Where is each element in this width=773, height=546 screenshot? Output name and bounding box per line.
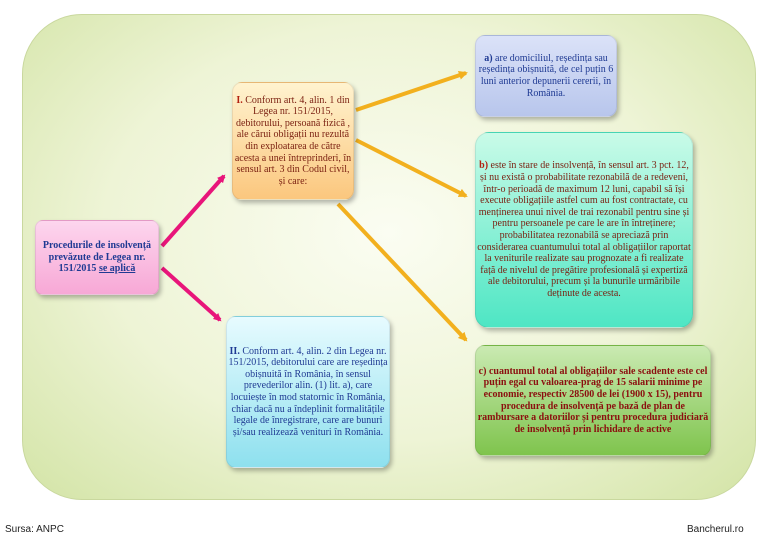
criterion-box-c bbox=[475, 345, 711, 456]
arrow-left-to-ii bbox=[162, 268, 220, 320]
criterion-a-text: are domiciliul, reședința sau reședința obișnuită, de cel puțin 6 luni anterior depunerii cererii, în România. bbox=[478, 52, 614, 99]
arrow-left-to-i bbox=[162, 176, 224, 246]
criterion-box-a bbox=[475, 35, 617, 117]
criterion-box-b bbox=[475, 132, 693, 328]
condition-ii-text: Conform art. 4, alin. 2 din Legea nr. 151/2015, debitorului care are reședința obișnuită în România, în sensul prevederilor alin. (1) lit. a), care locuiește în mod statornic în România, chiar dacă nu a îndeplinit formalitățile legale de înregistrare, care are bunuri și/sau realizează venituri în România. bbox=[228, 345, 388, 438]
condition-i-text: Conform art. 4, alin. 1 din Legea nr. 151/2015, debitorului, persoană fizică , ale cărui obligații nu rezultă din exploatarea de către acesta a unei întreprinderi, în sensul art. 3 din Codul civil, și care: bbox=[234, 94, 352, 187]
arrow-i-to-a bbox=[356, 73, 466, 110]
brand-caption: Bancherul.ro bbox=[687, 524, 744, 535]
procedure-link[interactable]: se aplică bbox=[98, 263, 136, 275]
criterion-a-lead: a) bbox=[484, 52, 493, 64]
condition-box-i bbox=[232, 82, 354, 200]
criterion-c-text: cuantumul total al obligațiilor sale scadente este cel puțin egal cu valoarea-prag de 15 salarii minime pe economie, respectiv 28500 de lei (1900 x 15), pentru procedura de insolvență pe bază de plan de rambursare a datoriilor și pentru procedura judiciară de insolvență prin lichidare de active bbox=[477, 365, 709, 435]
condition-i-lead: I. bbox=[236, 94, 243, 106]
procedure-text: Procedurile de insolvență prevăzute de Legea nr. 151/2015 bbox=[42, 240, 152, 275]
source-caption: Sursa: ANPC bbox=[5, 524, 64, 535]
criterion-b-text: este în stare de insolvență, în sensul art. 3 pct. 12, și nu există o probabilitate rezonabilă de a redeveni, într-o perioadă de maximum 12 luni, capabil să își execute obligațiile astfel cum au fost contractate, cu menținerea unui nivel de trai rezonabil pentru sine și pentru persoanele pe care le are în întreținere; probabilitatea rezonabilă se apreciază prin considerarea cuantumului total al obligațiilor raportat la veniturile realizate sau prognozate a fi realizate față de nivelul de pregătire profesională și expertiză ale debitorului, precum și la bunurile urmăribile deținute de acesta. bbox=[477, 160, 691, 299]
procedure-box bbox=[35, 220, 159, 295]
arrow-i-to-b bbox=[356, 140, 466, 196]
condition-box-ii bbox=[226, 316, 390, 468]
criterion-c-lead: c) bbox=[478, 365, 487, 377]
criterion-b-lead: b) bbox=[479, 160, 489, 172]
condition-ii-lead: II. bbox=[229, 345, 240, 357]
